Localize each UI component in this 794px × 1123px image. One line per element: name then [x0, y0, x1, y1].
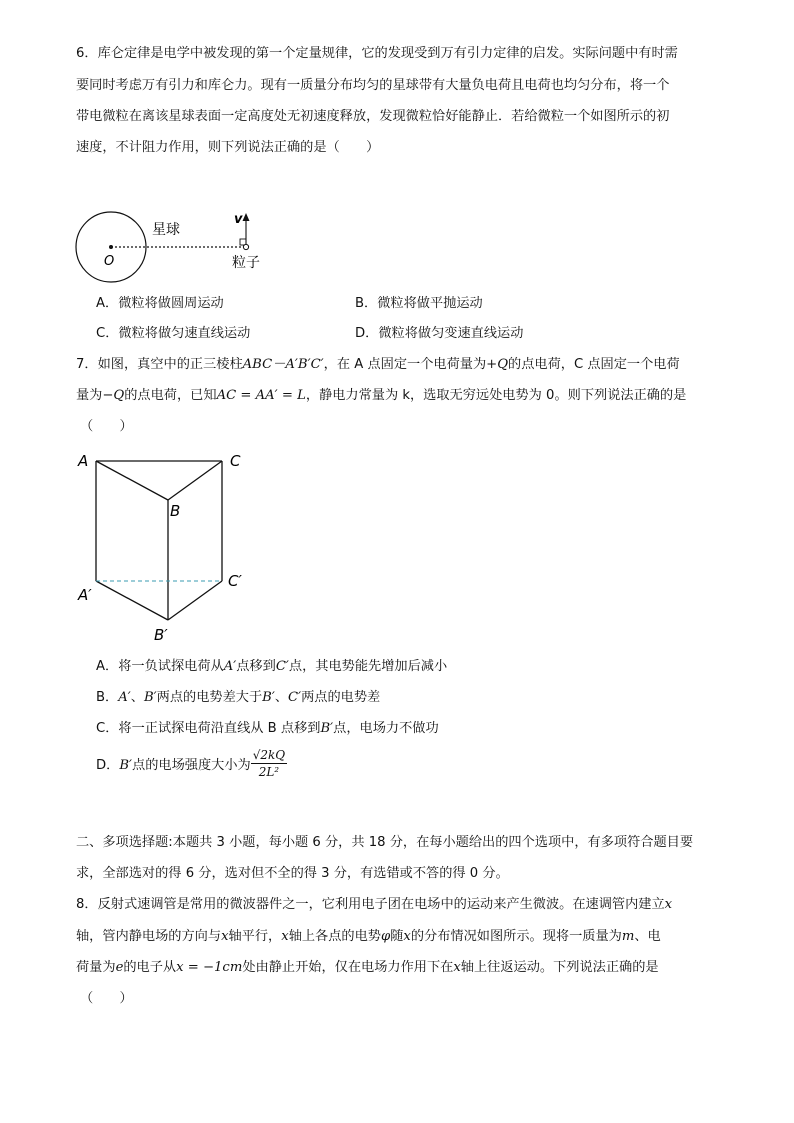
q6-line-2: 要同时考虑万有引力和库仑力。现有一质量分布均匀的星球带有大量负电荷且电荷也均匀分布，将一个 — [76, 78, 670, 93]
section2-line-2: 求，全部选对的得 6 分，选对但不全的得 3 分，有选错或不答的得 0 分。 — [76, 866, 509, 881]
q8-line-4: （ ） — [80, 991, 133, 1006]
edge-A1B1 — [96, 581, 168, 620]
q6-option-a: A．微粒将做圆周运动 — [96, 296, 224, 311]
vertex-label-B1: B′ — [154, 626, 168, 644]
vertex-label-C: C — [230, 452, 241, 470]
velocity-arrowhead — [243, 213, 250, 221]
q6-line-1: 6．库仑定律是电学中被发现的第一个定量规律，它的发现受到万有引力定律的启发。实际问题中有时需 — [76, 46, 678, 61]
vertex-label-A1: A′ — [78, 586, 92, 604]
section2-line-1: 二、多项选择题:本题共 3 小题，每小题 6 分，共 18 分，在每小题给出的四个选项中，有多项符合题目要 — [76, 835, 694, 850]
particle-label: 粒子 — [232, 255, 260, 271]
vertex-label-B: B — [170, 502, 181, 520]
q7-line-1: 7．如图，真空中的正三棱柱ABC－A′B′C′，在 A 点固定一个电荷量为+Q的点电荷，C 点固定一个电荷 — [76, 357, 680, 372]
edge-BC — [168, 461, 222, 500]
q6-line-3: 带电微粒在离该星球表面一定高度处无初速度释放，发现微粒恰好能静止．若给微粒一个如图所示的初 — [76, 109, 670, 124]
q7-prism-figure — [70, 445, 260, 655]
planet-label: 星球 — [152, 222, 180, 238]
velocity-label: v — [234, 212, 243, 227]
field-strength-fraction: $\frac{√2kQ}{\text{2L²}}$ — [252, 747, 286, 779]
q8-line-1: 8．反射式速调管是常用的微波器件之一，它利用电子团在电场中的运动来产生微波。在速调管内建立x — [76, 897, 673, 912]
q7-option-b: B．A′、B′两点的电势差大于B′、C′两点的电势差 — [96, 690, 381, 705]
vertex-label-A: A — [78, 452, 89, 470]
q8-line-3: 荷量为e的电子从x = −1cm处由静止开始，仅在电场力作用下在x轴上往返运动。下列说法正确的是 — [76, 960, 659, 975]
q8-line-2: 轴，管内静电场的方向与x轴平行，x轴上各点的电势φ随x的分布情况如图所示。现将一质量为m、电 — [76, 929, 661, 944]
prism-name: ABC－A′B′C′ — [242, 357, 324, 372]
edge-B1C1 — [168, 581, 222, 620]
q7-line-2: 量为−Q的点电荷，已知AC = AA′ = L，静电力常量为 k，选取无穷远处电势为 0。则下列说法正确的是 — [76, 388, 687, 403]
q7-option-a: A．将一负试探电荷从A′点移到C′点，其电势能先增加后减小 — [96, 659, 448, 674]
q7-option-d: D．B′点的电场强度大小为 $\frac{√2kQ}{\text{2L²}}$ — [96, 747, 286, 779]
q7-option-c: C．将一正试探电荷沿直线从 B 点移到B′点，电场力不做功 — [96, 721, 439, 736]
vertex-label-C1: C′ — [228, 572, 242, 590]
length-equation: AC = AA′ = L — [216, 388, 306, 403]
q6-option-b: B．微粒将做平抛运动 — [355, 296, 483, 311]
q6-line-4: 速度，不计阻力作用，则下列说法正确的是（ ） — [76, 140, 380, 155]
q6-figure — [70, 205, 290, 285]
q7-line-3: （ ） — [80, 419, 133, 434]
particle-dot — [243, 244, 248, 249]
center-label: O — [104, 254, 115, 269]
edge-AB — [96, 461, 168, 500]
q6-option-c: C．微粒将做匀速直线运动 — [96, 326, 251, 341]
q6-option-d: D．微粒将做匀变速直线运动 — [355, 326, 524, 341]
